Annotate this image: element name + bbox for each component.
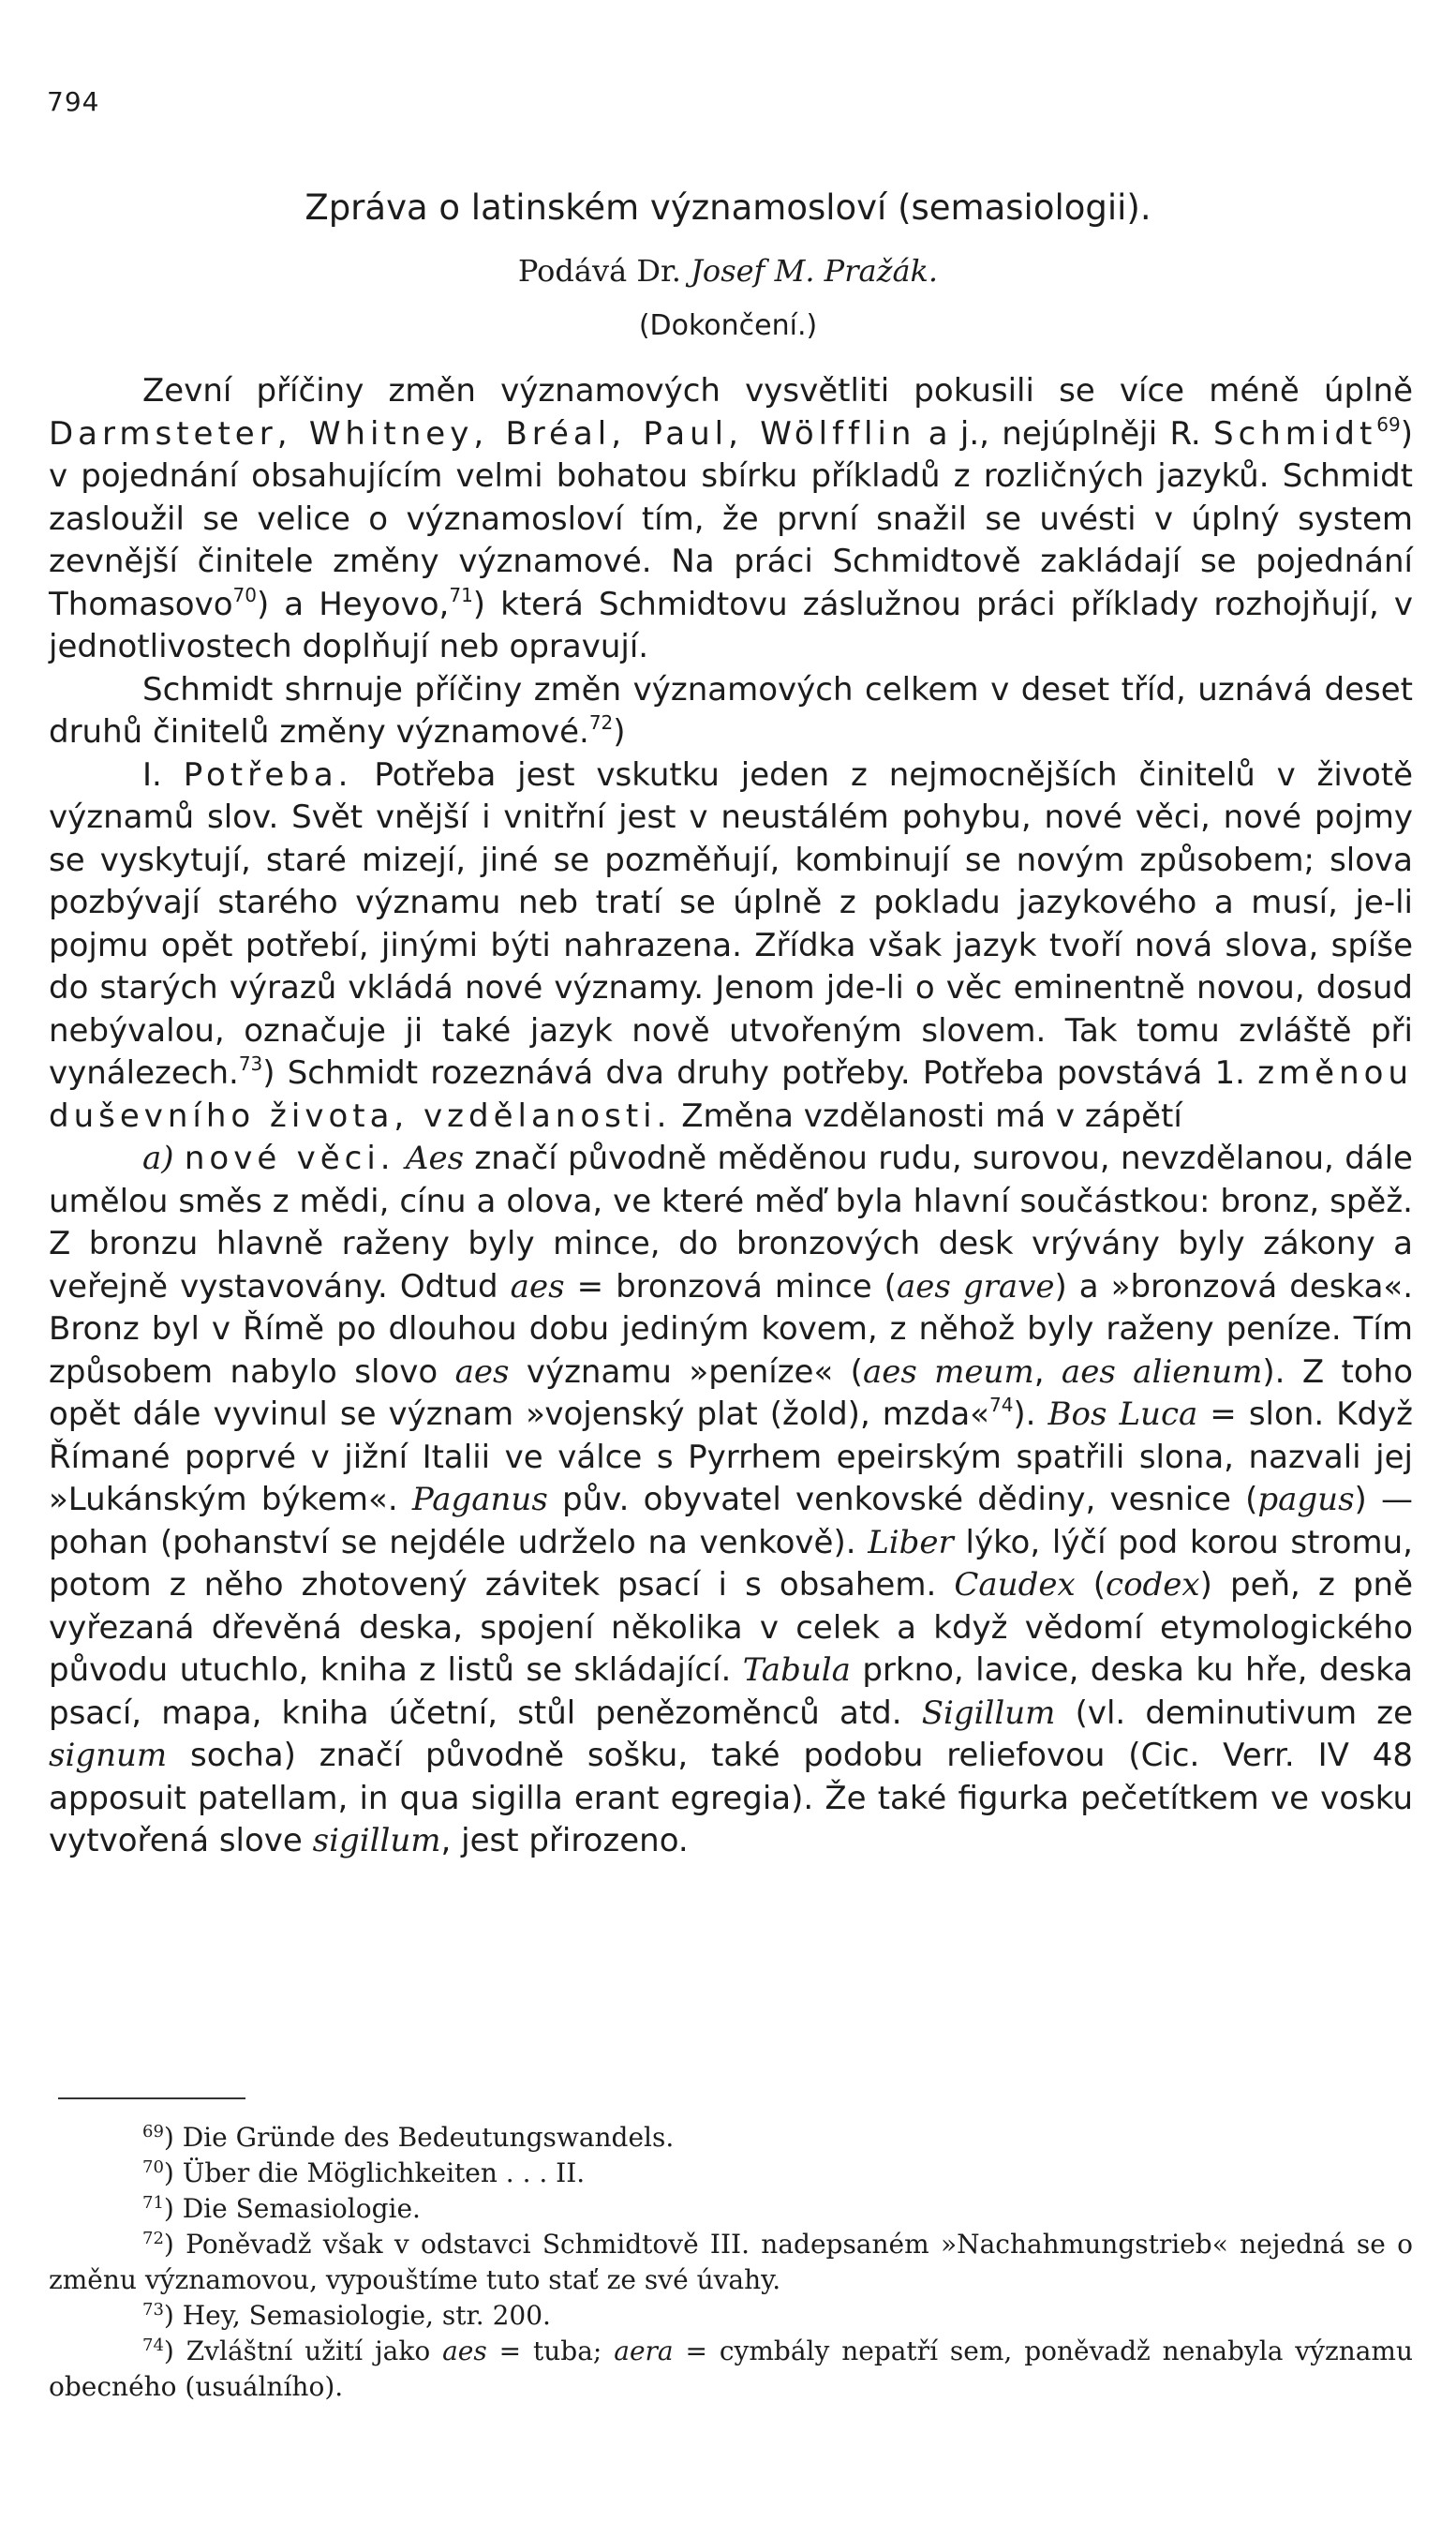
text: významu »peníze« ( xyxy=(526,1352,863,1391)
text: a j., nejúplněji R. xyxy=(928,414,1201,453)
footnote-number: 70 xyxy=(142,2157,164,2177)
text: ) peň, z pně vyřezaná dřevěná deska, spojení několika v celek a když vědomí etymologického původu utuchlo, kniha z listů se skládající. xyxy=(49,1566,1413,1689)
footnote-text: ) Zvláštní užití jako xyxy=(163,2336,431,2366)
paragraph-1 xyxy=(49,370,1413,669)
term: aes xyxy=(454,1352,510,1391)
footnote-text: = cymbály nepatří sem, poněvadž nenabyla významu obecného (usuálního). xyxy=(49,2336,1414,2402)
text: = bronzová mince ( xyxy=(576,1267,897,1306)
footnote-ref-74: 74 xyxy=(988,1394,1014,1416)
footnote-70 xyxy=(49,2156,1413,2191)
term: Caudex xyxy=(954,1566,1076,1604)
text: , xyxy=(1033,1352,1045,1391)
footnote-ref-69: 69 xyxy=(1376,412,1401,436)
continuation-note: (Dokončení.) xyxy=(638,309,818,342)
spaced-heading-zmenou: změnou duševního života, vzdělanosti. xyxy=(49,1054,1413,1135)
footnote-ref-70: 70 xyxy=(232,583,257,606)
footnote-number: 73 xyxy=(142,2300,164,2320)
text: ) a Heyovo, xyxy=(256,585,450,623)
footnote-number: 71 xyxy=(142,2193,164,2213)
byline xyxy=(0,253,1456,289)
text: ) — pohan (pohanství se nejdéle udrželo na venkově). xyxy=(49,1481,1414,1561)
text: socha) značí původně sošku, také podobu reliefovou (Cic. Verr. IV 48 apposuit patellam, in qua sigilla erant egregia). Že také figurka pečetítkem ve vosku vytvořená slove xyxy=(49,1737,1413,1859)
text: I. xyxy=(142,755,162,794)
text: Zevní příčiny změn významových vysvětliti pokusili se více méně úplně xyxy=(142,372,1413,410)
footnote-71 xyxy=(49,2191,1413,2227)
term: sigillum xyxy=(312,1822,441,1859)
text: ). xyxy=(1013,1395,1036,1433)
term: aera xyxy=(614,2336,674,2366)
footnote-text: = tuba; xyxy=(498,2336,602,2366)
text: značí původně měděnou rudu, surovou, nevzdělanou, dále umělou směs z mědi, cínu a olova, ve které měď byla hlavní součástkou: bronz, spěž. Z bronzu hlavně raženy byly mince, do bronzových desk vrývány byly zákony a veřejně vystavovány. Odtud xyxy=(49,1140,1413,1306)
text: ) a »bronzová deska«. Bronz byl v Římě po dlouhou dobu jediným kovem, z něhož byly raženy peníze. Tím způsobem nabylo slovo xyxy=(49,1267,1414,1391)
term: codex xyxy=(1106,1566,1200,1604)
footnote-74 xyxy=(49,2334,1413,2405)
footnote-text: ) Die Gründe des Bedeutungswandels. xyxy=(163,2122,675,2153)
text: (vl. deminutivum ze xyxy=(1075,1694,1413,1732)
spaced-heading-potreba: Potřeba. xyxy=(183,755,353,794)
spaced-heading-nove-veci: nové věci. xyxy=(184,1140,395,1177)
text: pův. obyvatel venkovské dědiny, vesnice ( xyxy=(562,1481,1258,1518)
article-title: Zpráva o latinském významosloví (semasiologii). xyxy=(305,187,1151,228)
term: aes xyxy=(510,1267,565,1306)
footnote-ref-71: 71 xyxy=(449,583,473,606)
footnote-ref-73: 73 xyxy=(238,1052,263,1075)
term: Sigillum xyxy=(921,1694,1056,1732)
term: aes grave xyxy=(896,1267,1055,1306)
text: Potřeba jest vskutku jeden z nejmocnějších činitelů v životě významů slov. Svět vnější i vnitřní jest v neustálém pohybu, nové věci, nové pojmy se vyskytují, staré mizejí, jiné se pozměňují, kombinují se novým způsobem; slova pozbývají starého významu neb tratí se úplně z pokladu jazykového a musí, je-li pojmu opět potřebí, jinými býti nahrazena. Zřídka však jazyk tvoří nová slova, spíše do starých výrazů vkládá nové významy. Jenom jde-li o věc eminentně novou, dosud nebývalou, označuje ji také jazyk nově utvořeným slovem. Tak tomu zvláště při vynálezech. xyxy=(49,755,1414,1092)
text: ) xyxy=(613,713,626,751)
page-number: 794 xyxy=(47,86,100,117)
item-label: a) xyxy=(142,1140,174,1177)
footnote-divider xyxy=(58,2097,245,2099)
footnote-text: ) Poněvadž však v odstavci Schmidtově III. nadepsaném »Nachahmungstrieb« nejedná se o změnu významovou, vypouštíme tuto stať ze své úvahy. xyxy=(49,2229,1413,2295)
term: Paganus xyxy=(411,1481,548,1518)
text: ). Z toho opět dále vyvinul se význam »vojenský plat (žold), mzda« xyxy=(49,1352,1414,1433)
spaced-name-schmidt: Schmidt xyxy=(1212,414,1377,453)
term: Tabula xyxy=(742,1651,851,1689)
author-name: Josef M. Pražák. xyxy=(691,253,939,289)
text: ) v pojednání obsahujícím velmi bohatou sbírku příkladů z rozličných jazyků. Schmidt zasloužil se velice o významosloví tím, že první snažil se uvésti v úplný system zevnější činitele změny významové. Na práci Schmidtově zakládají se pojednání Thomasovo xyxy=(49,414,1414,623)
footnote-number: 72 xyxy=(142,2229,164,2248)
text: Změna vzdělanosti má v zápětí xyxy=(681,1097,1182,1135)
term: Bos Luca xyxy=(1047,1395,1198,1433)
term: signum xyxy=(49,1737,168,1774)
footnote-73 xyxy=(49,2298,1413,2334)
paragraph-4 xyxy=(49,1138,1413,1863)
term: aes meum xyxy=(862,1352,1034,1391)
footnote-number: 74 xyxy=(142,2336,164,2355)
footnote-text: ) Die Semasiologie. xyxy=(163,2193,421,2224)
term: aes alienum xyxy=(1061,1352,1263,1391)
byline-prefix: Podává Dr. xyxy=(517,253,681,289)
term: pagus xyxy=(1257,1481,1355,1518)
spaced-names: Darmsteter, Whitney, Bréal, Paul, Wölfflin xyxy=(49,414,916,453)
text: prkno, lavice, deska ku hře, deska psací, mapa, kniha účetní, stůl penězoměnců atd. xyxy=(49,1651,1414,1732)
text: ( xyxy=(1092,1566,1107,1604)
article-body xyxy=(49,370,1413,1863)
term: Aes xyxy=(405,1140,465,1177)
footnote-69 xyxy=(49,2120,1413,2156)
text: Schmidt shrnuje příčiny změn významových celkem v deset tříd, uznává deset druhů činitelů změny významové. xyxy=(49,670,1413,751)
term: Liber xyxy=(868,1523,954,1561)
text: = slon. Když Římané poprvé v jižní Italii ve válce s Pyrrhem epeirským spatřili slona, nazvali jej »Lukánským býkem«. xyxy=(49,1395,1414,1518)
paragraph-2 xyxy=(49,669,1413,754)
text: lýko, lýčí pod korou stromu, potom z něho zhotovený závitek psací i s obsahem. xyxy=(49,1523,1413,1604)
text: ) která Schmidtovu záslužnou práci příklady rozhojňují, v jednotlivostech doplňují neb opravují. xyxy=(49,585,1413,665)
term: aes xyxy=(442,2336,487,2366)
footnotes xyxy=(49,2120,1413,2405)
footnote-72 xyxy=(49,2227,1413,2298)
footnote-ref-72: 72 xyxy=(588,711,614,734)
text: , jest přirozeno. xyxy=(440,1822,689,1859)
paragraph-3 xyxy=(49,754,1413,1139)
footnote-text: ) Hey, Semasiologie, str. 200. xyxy=(163,2300,551,2331)
text: ) Schmidt rozeznává dva druhy potřeby. Potřeba povstává 1. xyxy=(262,1054,1245,1092)
footnote-text: ) Über die Möglichkeiten . . . II. xyxy=(163,2157,586,2188)
footnote-number: 69 xyxy=(142,2122,164,2142)
